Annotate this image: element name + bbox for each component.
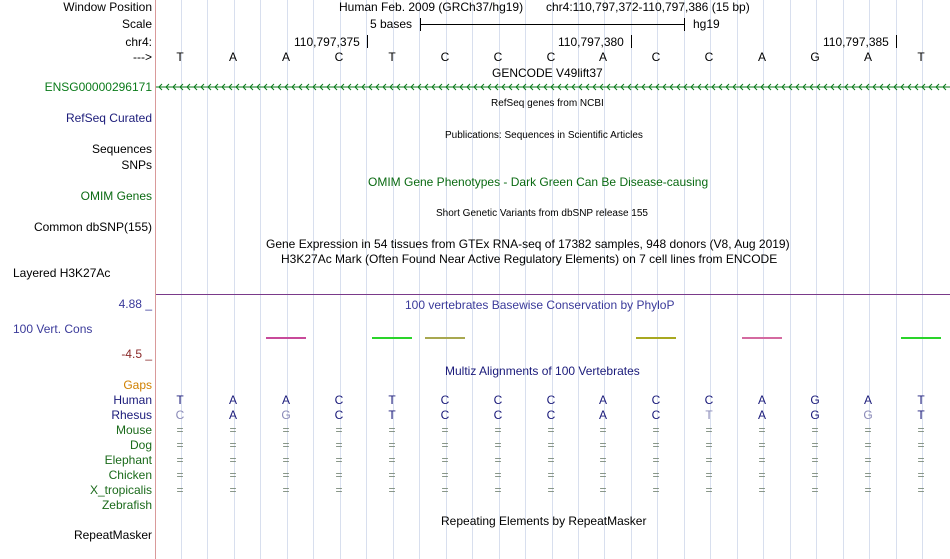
alignment-base-x_tropicalis: = — [811, 483, 819, 497]
alignment-base-dog: = — [441, 438, 449, 452]
gencode-track-title[interactable]: GENCODE V49lift37 — [492, 66, 603, 80]
alignment-base-rhesus: G — [281, 408, 291, 422]
alignment-base-elephant: = — [229, 453, 237, 467]
alignment-base-elephant: = — [335, 453, 343, 467]
track-label-rhesus[interactable]: Rhesus — [111, 408, 152, 422]
phylop-score-mark[interactable] — [372, 337, 412, 339]
alignment-base-x_tropicalis: = — [494, 483, 502, 497]
reference-base: C — [651, 50, 661, 64]
alignment-base-human: T — [176, 393, 184, 407]
reference-base: T — [176, 50, 184, 64]
alignment-base-mouse: = — [282, 423, 290, 437]
alignment-base-mouse: = — [811, 423, 819, 437]
track-label-zebrafish[interactable]: Zebrafish — [101, 498, 152, 512]
alignment-base-mouse: = — [388, 423, 396, 437]
track-label-window-position[interactable]: Window Position — [63, 0, 152, 14]
alignment-base-dog: = — [547, 438, 555, 452]
alignment-base-mouse: = — [758, 423, 766, 437]
alignment-base-dog: = — [388, 438, 396, 452]
alignment-base-chicken: = — [811, 468, 819, 482]
alignment-base-human: C — [651, 393, 661, 407]
track-label-chrom[interactable]: chr4: — [125, 35, 152, 49]
alignment-base-dog: = — [864, 438, 872, 452]
alignment-base-rhesus: C — [334, 408, 344, 422]
track-label-snps[interactable]: SNPs — [121, 158, 152, 172]
dbsnp-track-title[interactable]: Short Genetic Variants from dbSNP release 155 — [436, 208, 648, 219]
coord-tick-3 — [896, 35, 897, 48]
repeatmasker-track-title[interactable]: Repeating Elements by RepeatMasker — [441, 514, 647, 528]
reference-base: C — [546, 50, 556, 64]
alignment-base-mouse: = — [917, 423, 925, 437]
alignment-base-dog: = — [917, 438, 925, 452]
alignment-base-x_tropicalis: = — [917, 483, 925, 497]
alignment-base-mouse: = — [441, 423, 449, 437]
track-label-elephant[interactable]: Elephant — [104, 453, 152, 467]
alignment-base-chicken: = — [864, 468, 872, 482]
reference-base: C — [704, 50, 714, 64]
track-label-human[interactable]: Human — [113, 393, 152, 407]
alignment-base-mouse: = — [494, 423, 502, 437]
alignment-base-x_tropicalis: = — [176, 483, 184, 497]
alignment-base-rhesus: C — [651, 408, 661, 422]
alignment-base-mouse: = — [547, 423, 555, 437]
track-label-phylop-min[interactable]: -4.5 _ — [121, 347, 152, 361]
refseq-track-title[interactable]: RefSeq genes from NCBI — [491, 98, 604, 109]
scale-bar — [420, 24, 684, 25]
scale-text: 5 bases — [370, 17, 413, 31]
alignment-base-rhesus: C — [546, 408, 556, 422]
multiz-track-title[interactable]: Multiz Alignments of 100 Vertebrates — [445, 364, 640, 378]
alignment-base-rhesus: C — [175, 408, 185, 422]
alignment-base-dog: = — [335, 438, 343, 452]
track-label-sequences[interactable]: Sequences — [91, 142, 152, 156]
track-area[interactable] — [156, 0, 950, 559]
alignment-base-elephant: = — [547, 453, 555, 467]
alignment-base-rhesus: C — [440, 408, 450, 422]
gencode-gene-feature[interactable] — [156, 81, 950, 93]
alignment-base-human: C — [546, 393, 556, 407]
phylop-score-mark[interactable] — [742, 337, 782, 339]
track-label-arrow[interactable]: ---> — [133, 50, 152, 64]
omim-track-title[interactable]: OMIM Gene Phenotypes - Dark Green Can Be Disease-causing — [368, 175, 709, 189]
reference-base: A — [228, 50, 237, 64]
reference-base: C — [334, 50, 344, 64]
gtex-track-title[interactable]: Gene Expression in 54 tissues from GTEx RNA-seq of 17382 samples, 948 donors (V8, Aug 2019) — [266, 237, 790, 251]
alignment-base-rhesus: G — [863, 408, 873, 422]
alignment-base-dog: = — [176, 438, 184, 452]
alignment-base-rhesus: T — [388, 408, 396, 422]
reference-base: C — [493, 50, 503, 64]
track-label-gencode[interactable]: ENSG00000296171 — [44, 80, 152, 94]
reference-base: A — [757, 50, 766, 64]
alignment-base-x_tropicalis: = — [229, 483, 237, 497]
alignment-base-dog: = — [758, 438, 766, 452]
alignment-base-human: A — [228, 393, 237, 407]
alignment-base-chicken: = — [176, 468, 184, 482]
coord-label-1: 110,797,375 — [294, 35, 360, 49]
alignment-base-x_tropicalis: = — [282, 483, 290, 497]
alignment-base-human: C — [493, 393, 503, 407]
track-label-omim[interactable]: OMIM Genes — [80, 189, 152, 203]
phylop-score-mark[interactable] — [901, 337, 941, 339]
alignment-base-chicken: = — [335, 468, 343, 482]
alignment-base-elephant: = — [652, 453, 660, 467]
alignment-base-x_tropicalis: = — [388, 483, 396, 497]
alignment-base-rhesus: G — [810, 408, 820, 422]
track-label-vertcons[interactable]: 100 Vert. Cons — [13, 322, 93, 336]
alignment-base-x_tropicalis: = — [335, 483, 343, 497]
publications-track-title[interactable]: Publications: Sequences in Scientific Articles — [445, 130, 643, 141]
reference-base: A — [281, 50, 290, 64]
alignment-base-human: C — [440, 393, 450, 407]
alignment-base-dog: = — [652, 438, 660, 452]
track-label-h3k27ac[interactable]: Layered H3K27Ac — [13, 266, 111, 280]
alignment-base-chicken: = — [282, 468, 290, 482]
alignment-base-elephant: = — [388, 453, 396, 467]
alignment-base-chicken: = — [388, 468, 396, 482]
alignment-base-mouse: = — [864, 423, 872, 437]
alignment-base-mouse: = — [652, 423, 660, 437]
assembly-label: Human Feb. 2009 (GRCh37/hg19) — [339, 0, 524, 14]
alignment-base-mouse: = — [229, 423, 237, 437]
phylop-track-title[interactable]: 100 vertebrates Basewise Conservation by PhyloP — [405, 298, 675, 312]
alignment-base-chicken: = — [494, 468, 502, 482]
alignment-base-dog: = — [811, 438, 819, 452]
track-label-gaps[interactable]: Gaps — [123, 378, 152, 392]
alignment-base-human: A — [281, 393, 290, 407]
alignment-base-mouse: = — [705, 423, 713, 437]
alignment-base-x_tropicalis: = — [441, 483, 449, 497]
alignment-base-human: T — [917, 393, 925, 407]
track-label-phylop-max[interactable]: 4.88 _ — [118, 297, 152, 311]
alignment-base-rhesus: A — [228, 408, 237, 422]
alignment-base-elephant: = — [811, 453, 819, 467]
alignment-base-rhesus: A — [598, 408, 607, 422]
alignment-base-mouse: = — [176, 423, 184, 437]
alignment-base-elephant: = — [917, 453, 925, 467]
track-label-scale[interactable]: Scale — [121, 17, 152, 31]
track-label-mouse[interactable]: Mouse — [115, 423, 152, 437]
alignment-base-elephant: = — [176, 453, 184, 467]
alignment-base-human: T — [388, 393, 396, 407]
phylop-score-mark[interactable] — [266, 337, 306, 339]
scale-db-label: hg19 — [693, 17, 720, 31]
alignment-base-human: G — [810, 393, 820, 407]
alignment-base-rhesus: C — [493, 408, 503, 422]
alignment-base-elephant: = — [705, 453, 713, 467]
alignment-base-x_tropicalis: = — [599, 483, 607, 497]
alignment-base-chicken: = — [229, 468, 237, 482]
alignment-base-x_tropicalis: = — [652, 483, 660, 497]
coord-label-3: 110,797,385 — [823, 35, 889, 49]
alignment-base-elephant: = — [599, 453, 607, 467]
track-labels-sidebar — [0, 0, 155, 559]
alignment-base-rhesus: T — [705, 408, 713, 422]
alignment-base-human: C — [334, 393, 344, 407]
phylop-axis-line — [156, 294, 950, 295]
phylop-score-mark[interactable] — [636, 337, 676, 339]
track-label-repeatmasker[interactable]: RepeatMasker — [73, 528, 152, 542]
alignment-base-elephant: = — [282, 453, 290, 467]
h3k27ac-track-title[interactable]: H3K27Ac Mark (Often Found Near Active Regulatory Elements) on 7 cell lines from ENCODE — [281, 252, 778, 266]
alignment-base-dog: = — [705, 438, 713, 452]
track-label-chicken[interactable]: Chicken — [108, 468, 152, 482]
phylop-score-mark[interactable] — [425, 337, 465, 339]
alignment-base-elephant: = — [441, 453, 449, 467]
coord-tick-1 — [367, 35, 368, 48]
reference-base: C — [440, 50, 450, 64]
alignment-base-human: A — [863, 393, 872, 407]
alignment-base-elephant: = — [494, 453, 502, 467]
reference-base: A — [598, 50, 607, 64]
coord-tick-2 — [631, 35, 632, 48]
track-label-xtrop[interactable]: X_tropicalis — [89, 483, 152, 497]
scale-bar-left-tick — [420, 18, 421, 31]
track-label-dog[interactable]: Dog — [129, 438, 152, 452]
alignment-base-chicken: = — [652, 468, 660, 482]
alignment-base-chicken: = — [547, 468, 555, 482]
alignment-base-chicken: = — [705, 468, 713, 482]
alignment-base-x_tropicalis: = — [758, 483, 766, 497]
reference-base: G — [810, 50, 820, 64]
reference-base: T — [917, 50, 925, 64]
alignment-base-chicken: = — [758, 468, 766, 482]
coord-label-2: 110,797,380 — [558, 35, 624, 49]
alignment-base-x_tropicalis: = — [864, 483, 872, 497]
scale-bar-right-tick — [684, 18, 685, 31]
alignment-base-rhesus: A — [757, 408, 766, 422]
alignment-base-x_tropicalis: = — [705, 483, 713, 497]
alignment-base-dog: = — [282, 438, 290, 452]
position-label: chr4:110,797,372-110,797,386 (15 bp) — [546, 0, 750, 14]
alignment-base-dog: = — [599, 438, 607, 452]
alignment-base-rhesus: T — [917, 408, 925, 422]
alignment-base-elephant: = — [864, 453, 872, 467]
alignment-base-chicken: = — [441, 468, 449, 482]
reference-base: T — [388, 50, 396, 64]
alignment-base-dog: = — [229, 438, 237, 452]
alignment-base-mouse: = — [335, 423, 343, 437]
alignment-base-human: A — [757, 393, 766, 407]
alignment-base-dog: = — [494, 438, 502, 452]
track-label-dbsnp[interactable]: Common dbSNP(155) — [33, 220, 152, 234]
alignment-base-chicken: = — [599, 468, 607, 482]
alignment-base-elephant: = — [758, 453, 766, 467]
track-label-refseq[interactable]: RefSeq Curated — [65, 111, 152, 125]
reference-base: A — [863, 50, 872, 64]
alignment-base-x_tropicalis: = — [547, 483, 555, 497]
alignment-base-human: A — [598, 393, 607, 407]
alignment-base-human: C — [704, 393, 714, 407]
alignment-base-mouse: = — [599, 423, 607, 437]
alignment-base-chicken: = — [917, 468, 925, 482]
